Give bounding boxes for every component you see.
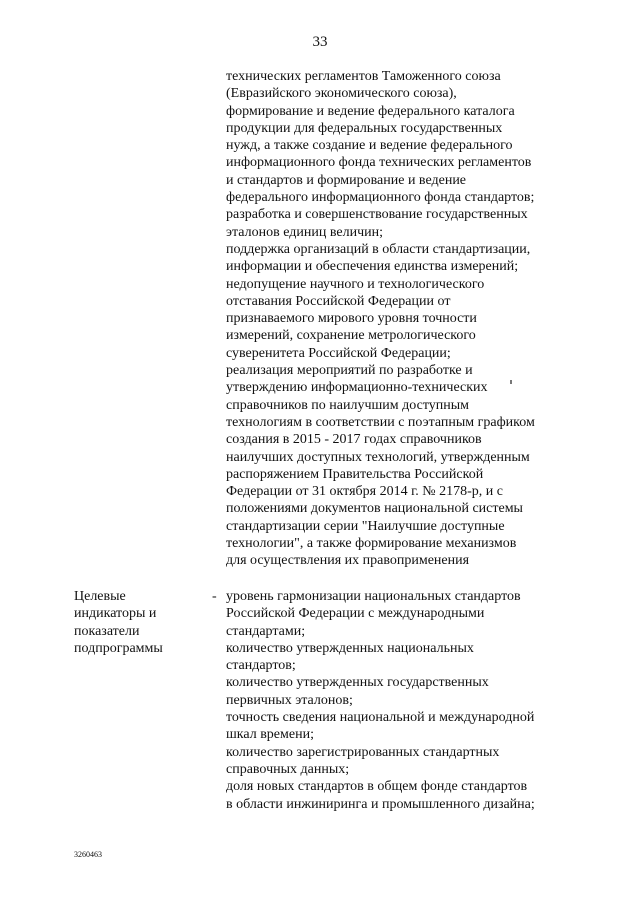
indicator-line: первичных эталонов; (226, 692, 353, 708)
indicator-line: шкал времени; (226, 727, 314, 743)
section-dash: - (212, 589, 217, 604)
text-line: наилучших доступных технологий, утвержденным (226, 449, 530, 465)
text-line: поддержка организаций в области стандартизации, (226, 241, 531, 257)
indicator-line: количество утвержденных государственных (226, 675, 489, 691)
text-line: информационного фонда технических регламентов (226, 155, 532, 171)
text-line: недопущение научного и технологического (226, 276, 485, 292)
label-line: показатели (74, 623, 140, 639)
text-line: признаваемого мирового уровня точности (226, 311, 477, 327)
text-line: разработка и совершенствование государственных (226, 207, 528, 223)
stray-mark (510, 380, 512, 384)
text-line: эталонов единиц величин; (226, 224, 383, 240)
label-line: индикаторы и (74, 606, 157, 622)
indicator-line: стандартами; (226, 623, 306, 639)
indicator-line: в области инжиниринга и промышленного дизайна; (226, 796, 535, 812)
text-line: продукции для федеральных государственных (226, 120, 503, 136)
indicator-line: точность сведения национальной и международной (226, 710, 535, 726)
text-line: отставания Российской Федерации от (226, 293, 451, 309)
text-line: технических регламентов Таможенного союза (226, 69, 501, 84)
indicator-line: Российской Федерации с международными (226, 606, 485, 622)
indicator-line: справочных данных; (226, 761, 350, 777)
text-line: стандартизации серии "Наилучшие доступные (226, 518, 505, 534)
text-line: создания в 2015 - 2017 годах справочников (226, 432, 482, 448)
text-line: для осуществления их правоприменения (226, 553, 470, 569)
text-line: распоряжением Правительства Российской (226, 466, 484, 482)
indicators-text-block (226, 588, 586, 813)
text-line: нужд, а также создание и ведение федерального (226, 138, 513, 154)
label-line: Целевые (74, 589, 126, 604)
indicator-line: количество утвержденных национальных (226, 640, 474, 656)
label-line: подпрограммы (74, 640, 163, 656)
text-line: и стандартов и формирование и ведение (226, 172, 467, 188)
indicator-line: количество зарегистрированных стандартных (226, 744, 500, 760)
text-line: федерального информационного фонда стандартов; (226, 190, 535, 206)
text-line: (Евразийского экономического союза), (226, 86, 457, 102)
indicator-line: уровень гармонизации национальных стандартов (226, 589, 521, 604)
text-line: реализация мероприятий по разработке и (226, 363, 473, 379)
text-line: технологиям в соответствии с поэтапным графиком (226, 414, 535, 430)
page-number: 33 (312, 34, 328, 50)
text-line: формирование и ведение федерального каталога (226, 103, 515, 119)
section-label (74, 588, 204, 657)
text-line: утверждению информационно-технических (226, 380, 488, 396)
indicator-line: стандартов; (226, 658, 296, 674)
text-line: Федерации от 31 октября 2014 г. № 2178-р, и с (226, 484, 503, 500)
text-line: технологии", а также формирование механизмов (226, 536, 517, 552)
text-line: положениями документов национальной системы (226, 501, 523, 517)
text-line: суверенитета Российской Федерации; (226, 345, 451, 361)
document-code: 3260463 (74, 850, 102, 859)
indicator-line: доля новых стандартов в общем фонде стандартов (226, 779, 528, 795)
text-line: измерений, сохранение метрологического (226, 328, 476, 344)
continued-text-block (226, 68, 586, 570)
text-line: информации и обеспечения единства измерений; (226, 259, 519, 275)
text-line: справочников по наилучшим доступным (226, 397, 470, 413)
